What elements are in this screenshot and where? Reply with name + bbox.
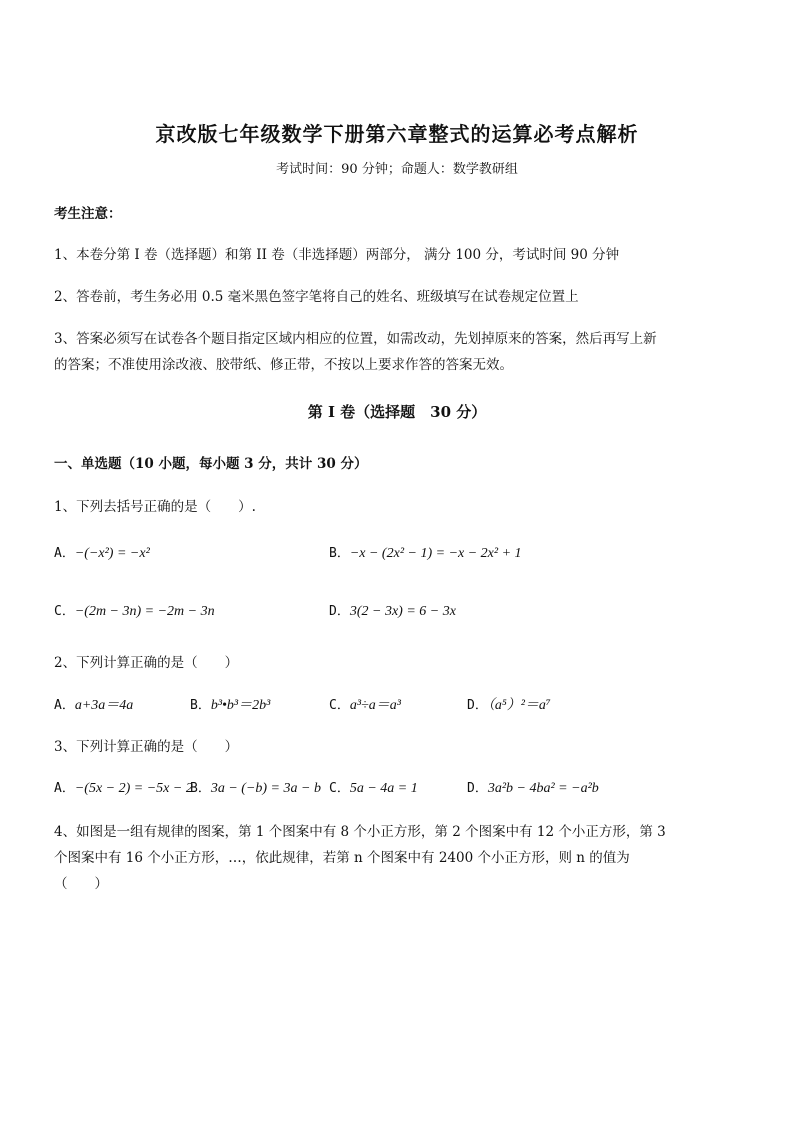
q1-option-a[interactable]	[54, 542, 150, 562]
option-label: C．	[329, 781, 350, 796]
question-4-stem-line-1: 4、如图是一组有规律的图案，第 1 个图案中有 8 个小正方形，第 2 个图案中有 12 个小正方形，第 3	[54, 824, 666, 840]
section-title: 第 I 卷（选择题 30 分）	[307, 403, 487, 421]
option-expr: 5a − 4a = 1	[349, 781, 418, 796]
option-label: B．	[190, 781, 211, 796]
q2-option-c[interactable]	[329, 694, 401, 714]
option-label: A．	[54, 781, 75, 796]
question-2-stem: 2、下列计算正确的是（ ）	[54, 655, 239, 671]
option-expr: −(5x − 2) = −5x − 2	[74, 781, 193, 796]
notice-item-3-cont: 的答案；不准使用涂改液、胶带纸、修正带，不按以上要求作答的答案无效。	[54, 357, 513, 373]
option-label: C．	[54, 604, 75, 619]
option-expr: −x − (2x² − 1) = −x − 2x² + 1	[349, 546, 522, 561]
q3-option-a[interactable]	[54, 777, 193, 797]
part-heading: 一、单选题（10 小题，每小题 3 分，共计 30 分）	[54, 456, 368, 472]
option-expr: 3(2 − 3x) = 6 − 3x	[349, 604, 456, 619]
q2-option-a[interactable]	[54, 694, 133, 714]
option-expr: −(−x²) = −x²	[74, 546, 150, 561]
q1-option-d[interactable]	[329, 600, 456, 620]
option-expr: 3a − (−b) = 3a − b	[210, 781, 321, 796]
exam-info: 考试时间：90 分钟；命题人：数学教研组	[276, 162, 518, 177]
option-label: B．	[329, 546, 350, 561]
option-expr: 3a²b − 4ba² = −a²b	[487, 781, 599, 796]
notice-item-3: 3、答案必须写在试卷各个题目指定区域内相应的位置，如需改动，先划掉原来的答案，然后再写上新	[54, 331, 657, 347]
notice-heading: 考生注意：	[54, 206, 122, 222]
option-expr: b³•b³＝2b³	[210, 698, 271, 713]
option-label: A．	[54, 546, 75, 561]
notice-item-2: 2、答卷前，考生务必用 0.5 毫米黑色签字笔将自己的姓名、班级填写在试卷规定位置上	[54, 289, 579, 305]
q2-option-d[interactable]	[467, 694, 551, 714]
q3-option-b[interactable]	[190, 777, 321, 797]
option-label: D．	[467, 781, 488, 796]
option-label: C．	[329, 698, 350, 713]
page-title: 京改版七年级数学下册第六章整式的运算必考点解析	[155, 122, 639, 146]
question-3-stem: 3、下列计算正确的是（ ）	[54, 739, 239, 755]
q3-option-c[interactable]	[329, 777, 418, 797]
option-label: A．	[54, 698, 75, 713]
option-expr: a³÷a＝a³	[349, 698, 401, 713]
question-4-stem-line-3: （ ）	[54, 876, 108, 892]
q1-option-c[interactable]	[54, 600, 215, 620]
option-label: D．	[329, 604, 350, 619]
question-4-stem-line-2: 个图案中有 16 个小正方形，…，依此规律，若第 n 个图案中有 2400 个小正方形，则 n 的值为	[54, 850, 630, 866]
q1-option-b[interactable]	[329, 542, 522, 562]
q3-option-d[interactable]	[467, 777, 599, 797]
question-1-stem: 1、下列去括号正确的是（ ）.	[54, 499, 256, 515]
q2-option-b[interactable]	[190, 694, 270, 714]
option-expr: a+3a＝4a	[74, 698, 134, 713]
option-expr: −(2m − 3n) = −2m − 3n	[74, 604, 215, 619]
notice-item-1: 1、本卷分第 I 卷（选择题）和第 II 卷（非选择题）两部分， 满分 100 分，考试时间 90 分钟	[54, 247, 620, 263]
option-label: B．	[190, 698, 211, 713]
option-expr: （a⁵）²＝a⁷	[487, 698, 551, 713]
option-label: D．	[467, 698, 488, 713]
